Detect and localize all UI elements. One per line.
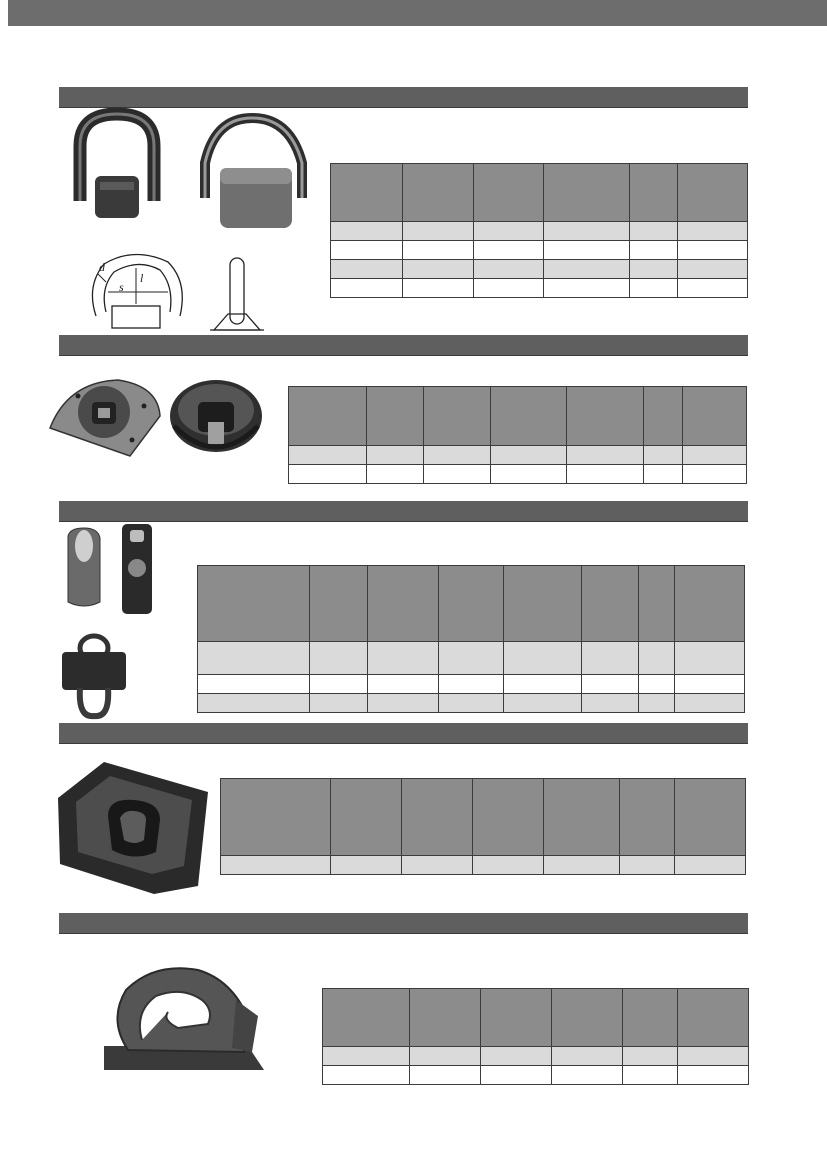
dim-label-s: s [119, 280, 124, 294]
header-cell [675, 779, 746, 856]
d-ring-clip-photo [190, 108, 320, 233]
header-cell [552, 989, 623, 1047]
header-cell [439, 566, 504, 642]
header-cell [491, 387, 567, 446]
header-cell [310, 566, 368, 642]
header-cell [639, 566, 675, 642]
header-cell [544, 779, 620, 856]
section-header-4 [59, 723, 748, 744]
table-row [221, 856, 746, 875]
section-header-2 [59, 335, 748, 356]
header-cell [368, 566, 439, 642]
header-cell [367, 387, 424, 446]
header-cell [623, 989, 678, 1047]
spec-table-5 [322, 988, 749, 1085]
header-cell [474, 164, 544, 222]
spec-table-4 [220, 778, 746, 875]
table-row [198, 694, 745, 713]
d-ring-photo [60, 106, 175, 226]
section-header-5 [59, 913, 748, 934]
table-row [323, 1047, 749, 1066]
header-cell [620, 779, 675, 856]
header-cell [544, 164, 630, 222]
table-row [198, 675, 745, 694]
header-cell [323, 989, 410, 1047]
header-cell [481, 989, 552, 1047]
header-cell [567, 387, 644, 446]
section-header-1 [59, 87, 748, 108]
header-cell [473, 779, 544, 856]
header-cell [198, 566, 310, 642]
page-header-bar [8, 0, 827, 26]
lashing-ring-saddle-photo [58, 632, 130, 720]
table-row [331, 222, 748, 241]
header-cell [331, 779, 402, 856]
section-header-3 [59, 501, 748, 522]
header-cell [675, 566, 745, 642]
spec-table-2 [288, 386, 747, 484]
pan-fitting-flange-photo [48, 376, 163, 458]
header-cell [582, 566, 639, 642]
dim-label-l: l [140, 271, 144, 285]
header-cell [410, 989, 481, 1047]
spec-table-1 [330, 163, 748, 298]
table-row [331, 241, 748, 260]
header-cell [403, 164, 474, 222]
header-cell [402, 779, 473, 856]
table-row [289, 446, 747, 465]
table-row [323, 1066, 749, 1085]
table-row [289, 465, 747, 484]
header-cell [683, 387, 747, 446]
header-cell [644, 387, 683, 446]
header-cell [678, 164, 748, 222]
header-cell [331, 164, 403, 222]
header-cell [221, 779, 331, 856]
recessed-pan-ring-photo [52, 758, 214, 898]
header-cell [289, 387, 367, 446]
weld-on-hook-photo [98, 960, 268, 1084]
pan-fitting-round-photo [166, 376, 266, 466]
weld-on-block-photo [64, 526, 106, 610]
dim-label-d: d [99, 260, 105, 274]
weld-on-bracket-photo [116, 522, 158, 618]
header-cell [424, 387, 491, 446]
spec-table-3 [197, 565, 745, 713]
table-row [331, 260, 748, 279]
header-cell [630, 164, 678, 222]
d-ring-side-drawing [210, 256, 265, 334]
table-row [198, 642, 745, 675]
d-ring-dimension-drawing [84, 246, 192, 332]
table-row [331, 279, 748, 298]
header-cell [678, 989, 749, 1047]
header-cell [504, 566, 582, 642]
